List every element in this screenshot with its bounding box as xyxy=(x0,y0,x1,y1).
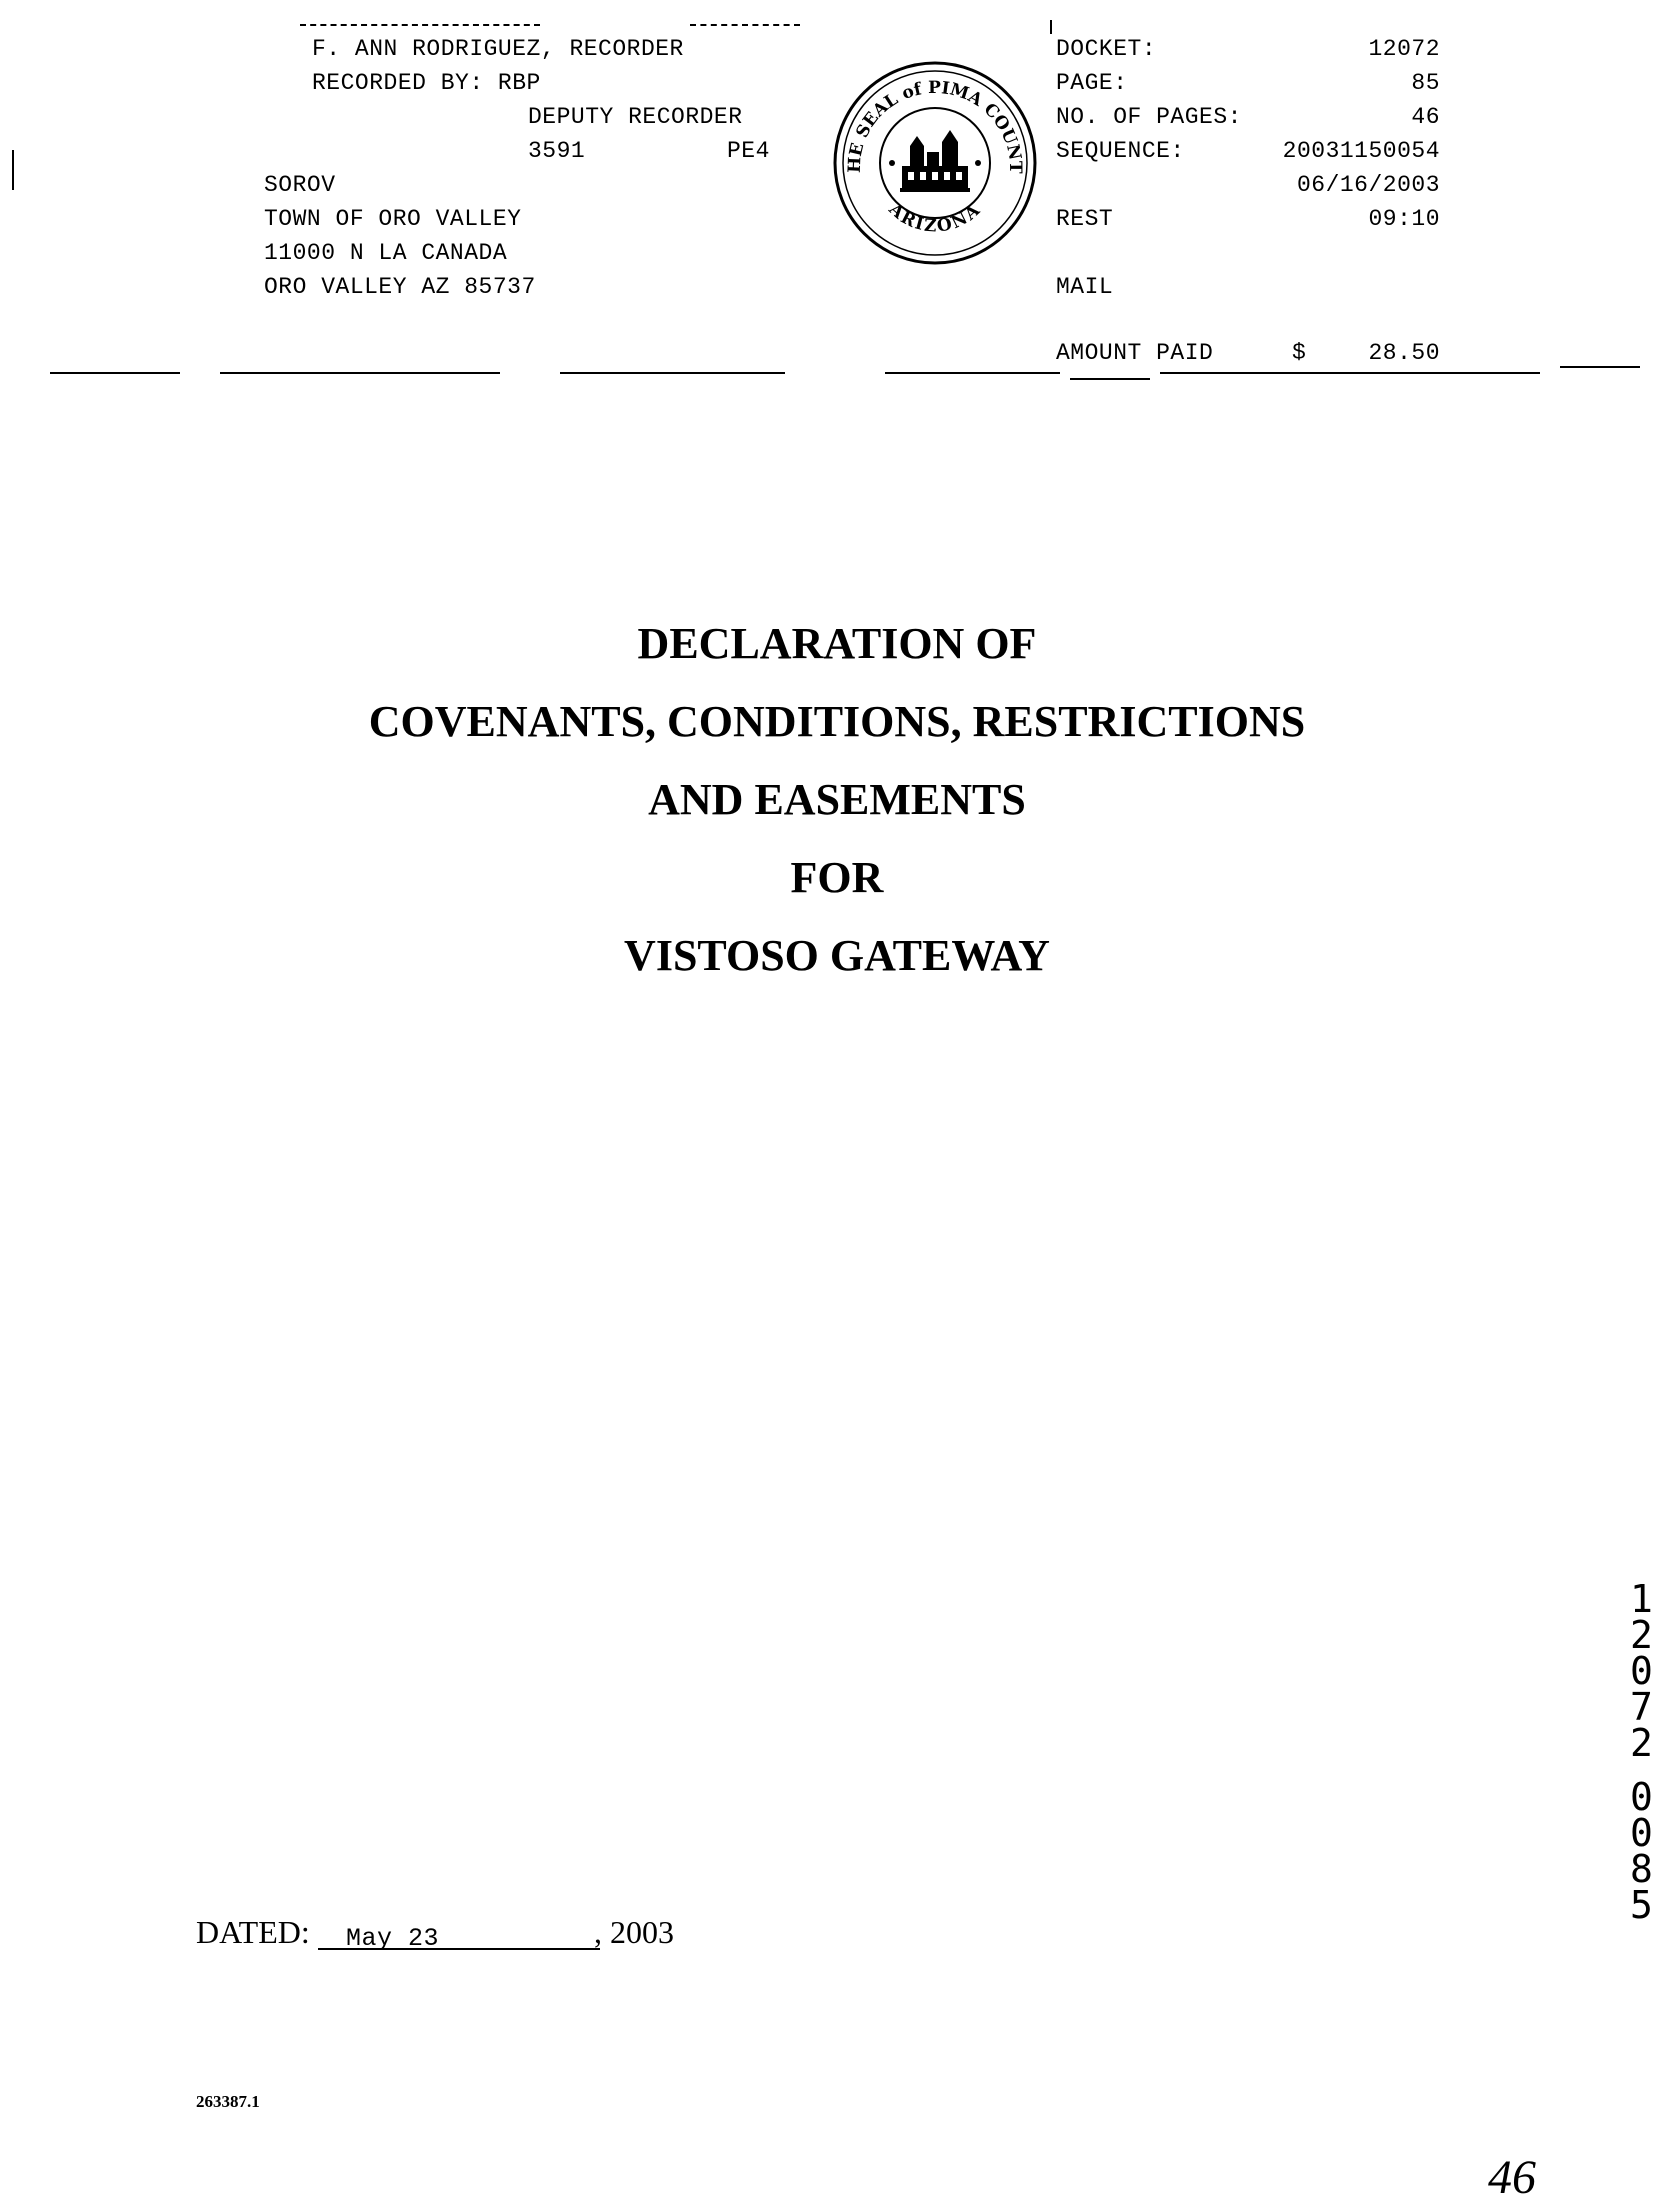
svg-text:THE SEAL of PIMA COUNTY: HE SEAL of PIMA COUNT xyxy=(844,77,1026,174)
header-top-dash-right xyxy=(690,24,800,28)
title-line-4: FOR xyxy=(790,853,884,902)
header-vertical-tick xyxy=(1050,20,1052,34)
side-stamp xyxy=(1630,1577,1670,1940)
amount-paid-value: 28.50 xyxy=(1368,340,1440,366)
side-stamp-digit: 2 xyxy=(1630,1721,1653,1765)
side-stamp-digit: 1 xyxy=(1630,1577,1653,1621)
side-stamp-digit: 0 xyxy=(1630,1649,1653,1693)
header-rule-4 xyxy=(885,372,1060,374)
handwritten-page-count: 46 xyxy=(1488,2151,1536,2204)
header-rule-7 xyxy=(1560,366,1640,368)
side-stamp-digit: 8 xyxy=(1630,1847,1653,1891)
docket-label: DOCKET: xyxy=(1056,36,1157,62)
recorder-code-left: 3591 xyxy=(528,138,586,164)
side-stamp-digit: 7 xyxy=(1630,1685,1653,1729)
deputy-recorder: DEPUTY RECORDER xyxy=(528,104,743,130)
dated-label: DATED: xyxy=(196,1914,310,1950)
title-line-1: DECLARATION OF xyxy=(637,619,1037,668)
header-rule-3 xyxy=(560,372,785,374)
side-stamp-digit: 2 xyxy=(1630,1613,1653,1657)
number-of-pages-value: 46 xyxy=(1411,104,1440,130)
dated-value: May 23 xyxy=(346,1924,440,1953)
header-rule-2 xyxy=(220,372,500,374)
side-stamp-digit: 0 xyxy=(1630,1775,1653,1819)
return-address-line1: SOROV xyxy=(264,172,336,198)
title-line-2: COVENANTS, CONDITIONS, RESTRICTIONS xyxy=(368,697,1306,746)
sequence-value: 20031150054 xyxy=(1282,138,1440,164)
document-number: 263387.1 xyxy=(196,2092,260,2111)
number-of-pages-label: NO. OF PAGES: xyxy=(1056,104,1242,130)
amount-currency: $ xyxy=(1292,340,1307,366)
rest-label: REST xyxy=(1056,206,1114,232)
sequence-label: SEQUENCE: xyxy=(1056,138,1185,164)
page-value: 85 xyxy=(1411,70,1440,96)
recording-date: 06/16/2003 xyxy=(1296,172,1440,198)
title-line-3: AND EASEMENTS xyxy=(648,775,1026,824)
recording-time: 09:10 xyxy=(1368,206,1440,232)
title-line-5: VISTOSO GATEWAY xyxy=(624,931,1050,980)
amount-paid-label: AMOUNT PAID xyxy=(1056,340,1214,366)
header-rule-6 xyxy=(1160,372,1540,374)
recorder-code-right: PE4 xyxy=(727,138,770,164)
recorder-name: F. ANN RODRIGUEZ, RECORDER xyxy=(312,36,684,62)
mail-label: MAIL xyxy=(1056,274,1114,300)
header-top-dash-left xyxy=(300,24,540,28)
return-address-line3: 11000 N LA CANADA xyxy=(264,240,508,266)
return-address-line4: ORO VALLEY AZ 85737 xyxy=(264,274,536,300)
side-stamp-digit: 0 xyxy=(1630,1811,1653,1855)
recorded-by: RECORDED BY: RBP xyxy=(312,70,541,96)
dated-year: , 2003 xyxy=(594,1914,674,1950)
header-rule-1 xyxy=(50,372,180,374)
docket-value: 12072 xyxy=(1368,36,1440,62)
county-seal xyxy=(830,58,1040,268)
scan-edge-mark xyxy=(12,150,14,190)
return-address-line2: TOWN OF ORO VALLEY xyxy=(264,206,522,232)
page-label: PAGE: xyxy=(1056,70,1128,96)
seal-graphic xyxy=(830,58,1040,268)
svg-text:ARIZONA: ARIZONA xyxy=(884,199,986,237)
header-rule-5 xyxy=(1070,378,1150,380)
side-stamp-digit: 5 xyxy=(1630,1883,1653,1927)
